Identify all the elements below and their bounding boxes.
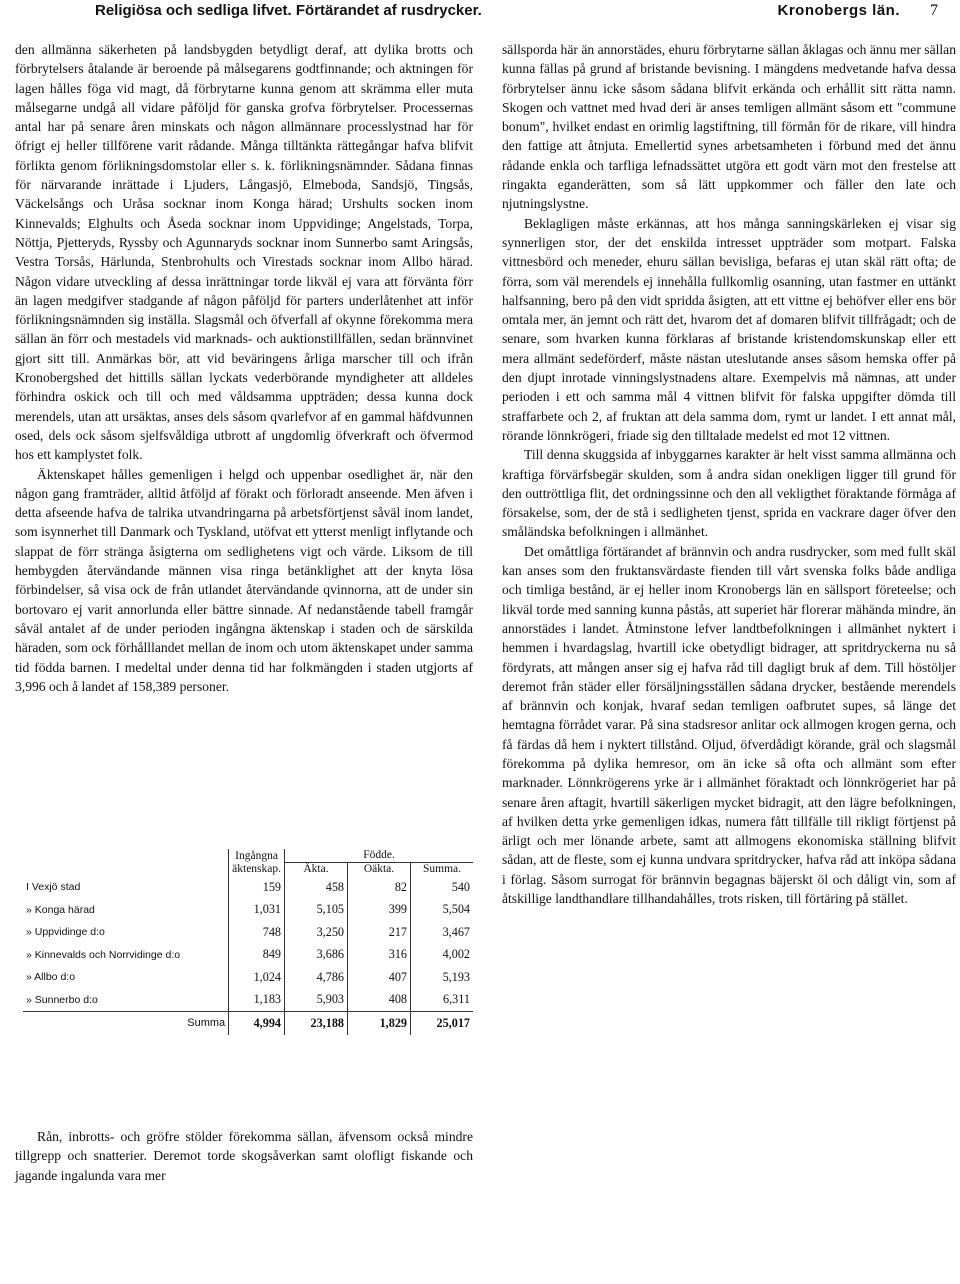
cell-akta: 5,903 [285,989,348,1012]
right-column [502,40,956,908]
paragraph-marriage: Äktenskapet hålles gemenligen i helgd och uppenbar osedlighet är, när den någon gang framträder, alltid åtföljd af förakt och förloradt anseende. Men äfven i detta afseende hafva de talrika utvandringarna på arbetsförtjenst såväl inom landet, som isynnerhet till Danmark och Tyskland, utöfvat ett ytterst menligt inflytande och slappat de förr stränga åsigterna om sedlighetens vigt och värde. Liksom de till hembygden återvändande männen visa ringa betänklighet att der knyta lösa förbindelser, så visa ock de från utlandet återvändande qvinnorna, att de under sin bortovaro ej varit annorlunda eller bättre sinnade. Af nedanstående tabell framgår såväl antalet af de under perioden ingångna äktenskap i staden och de särskilda häraden, som ock förhålllandet mellan de inom och utom äktenskapet under samma tid födda barnen. I medeltal under denna tid har folkmängden i staden utgjorts af 3,996 och å landet af 158,389 personer. [15,466,473,694]
paragraph-forest: sällsporda här än annorstädes, ehuru förbrytarne sällan åklagas och ännu mer sällan kunna fällas på grund af bristande bevisning. I mängdens medvetande hafva dessa förbrytelser ännu icke såsom sådana blifvit erkända och erhållit sitt rätta namn. Skogen och vattnet med hvad deri är anses temligen allmänt såsom ett "commune bonum", hvilket endast en orimlig lagstiftning, till förmån för de rikare, vill hindra den fattige att åtnjuta. Emellertid synes arbetsamheten i förbund med det ännu rådande enkla och tarfliga lefnadssättet utgöra ett godt värn mot den frestelse att ringakta eganderätten, som så lätt uppkommer och fäller den late och njutningslystne. [502,42,956,212]
table-sum-row [23,1012,473,1035]
cell-summa: 540 [411,876,474,899]
table-row [23,876,473,899]
cell-oakta: 82 [348,876,411,899]
cell-akta: 5,105 [285,899,348,922]
row-label: » Uppvidinge d:o [26,926,105,939]
cell-oakta: 407 [348,966,411,989]
cell-akta: 3,250 [285,921,348,944]
row-label: » Allbo d:o [26,971,76,984]
header-fodde: Födde. [285,849,474,863]
cell-oakta: 217 [348,921,411,944]
paragraph-truth: Beklagligen måste erkännas, att hos många sanningskärleken ej visar sig synnerligen stor, der det enskilda intresset uppträder som motpart. Falska vittnesbörd och meneder, ehuru sällan bevisliga, befaras ej utan skäl rätt ofta; de förra, som väl merendels ej innehålla fullkomlig osanning, utan fastmer en uttänkt halfsanning, bero på den vidt spridda åsigten, att ett vittne ej behöfver eller ens bör omtala mer, än jemnt och rätt det, hvarom det af domaren blifvit tillfrågadt; och de senare, som hvarken kunna förklaras af bristande kristendomskunskap eller ett mera allmänt sedeförderf, måste nästan uteslutande anses såsom hemska offer på den djupt inrotade vinningslystnadens altare. Exempelvis må nämnas, att under perioden i ett och samma mål 4 vittnen blifvit för falska uppgifter dömda till straffarbete och 2, af fruktan att dela samma dom, rymt ur landet. I ett annat mål, rörande lönnkrögeri, friade sig den tilltalade medelst ed mot 12 vittnen. [502,215,956,443]
cell-oakta: 408 [348,989,411,1012]
left-column [15,40,473,696]
cell-akta: 3,686 [285,944,348,967]
page-header [95,2,938,24]
paragraph-character: Till denna skuggsida af inbyggarnes karakter är helt visst samma allmänna och kraftiga förvärfsbegär skulden, som å andra sidan onekligen ligger till grund för den outtröttliga flit, det ordningssinne och den all vekligthet föraktande förmåga af försakelse, som, der de stå i sedligheten tjenst, sprida en vackrare dager öfver den småländska befolkningen i allmänhet. [502,447,956,540]
sum-akta: 23,188 [285,1012,348,1035]
cell-summa: 5,504 [411,899,474,922]
cell-ingangna: 748 [229,921,285,944]
cell-ingangna: 1,031 [229,899,285,922]
table-row [23,944,473,967]
county-title: Kronobergs län. [777,2,900,19]
row-label: I Vexjö stad [26,881,81,894]
cell-akta: 458 [285,876,348,899]
row-label: » Konga härad [26,903,95,916]
running-title: Religiösa och sedliga lifvet. Förtärandet af rusdrycker. [95,2,482,19]
cell-ingangna: 1,024 [229,966,285,989]
paragraph-theft: Rån, inbrotts- och gröfre stölder förekomma sällan, äfvensom också mindre tillgrepp och snatterier. Deremot torde skogsåverkan samt olofligt fiskande och jagande ingalunda vara mer [15,1129,473,1183]
header-oakta: Oäkta. [348,863,411,877]
page-number: 7 [930,2,938,19]
table-corner [23,849,229,876]
header-akta: Äkta. [285,863,348,877]
cell-oakta: 316 [348,944,411,967]
header-ingangna: Ingångna äktenskap. [229,849,285,876]
paragraph-alcohol: Det omåttliga förtärandet af brännvin och andra rusdrycker, som med fullt skäl kan anses som den fruktansvärdaste fienden till vårt svenska folks både andliga och timliga bestånd, är ej heller inom Kronobergs län en sällsport företeelse; och likväl torde med sanning kunna påstås, att superiet här florerar mähända mindre, än annorstädes i landet. Åtminstone lefver landtbefolkningen i allmänhet nyktert i hemmen i hvardagslag, hvartill icke obetydligt bidrager, att spritdryckerna nu så fördyrats, att mången anser sig ej hafva råd till dagligt bruk af dem. Till höstöljer deremot från städer eller försäljningsställen sådana drycker, bestående merendels af brännvin och konjak, hvaraf sedan temligen oafbrutet supes, så länge det hemtagna förrådet varar. På sina stadsresor anlitar ock allmogen krogen gerna, och få färdas då hem i nyktert tillstånd. Oljud, öfverdådigt körande, gräl och slagsmål förekomma på dylika hemresor, om än icke så ofta och allmänt som efter marknader. Lönnkrögerens yrke är i allmänhet föraktadt och lönnkrögeriet har på senare åren aftagit, hvartill säkerligen mycket bidragit, att den lägre befolkningen, af hvilken detta yrke gemenligen idkas, numera fått tillfälle till rikligt förtjenst på ärligt och mer lönande arbete, samt att allmogens ekonomiska ställning blifvit sådan, att de fleste, som ej kunna undvara spritdrycker, hafva råd att inköpa sådana i förlag. Såsom surrogat för brännvin begagnas bäjerskt öl och dåligt vin, som af åtskillige landthandlare tillhandahålles, trots risken, till förtäring på stället. [502,543,956,907]
sum-summa: 25,017 [411,1012,474,1035]
after-table-text [15,1127,473,1185]
marriage-birth-table [23,849,473,1035]
sum-ingangna: 4,994 [229,1012,285,1035]
sum-label: Summa [23,1012,229,1035]
cell-akta: 4,786 [285,966,348,989]
cell-summa: 6,311 [411,989,474,1012]
table-row [23,899,473,922]
row-label: » Sunnerbo d:o [26,993,98,1006]
row-label: » Kinnevalds och Norrvidinge d:o [26,948,181,961]
cell-ingangna: 1,183 [229,989,285,1012]
cell-summa: 5,193 [411,966,474,989]
paragraph-crime: den allmänna säkerheten på landsbygden betydligt deraf, att dylika brotts och förbrytelsers åtalande är beroende på målsegarens godtfinnande; och aktningen för lagen hålles föga vid magt, då förbrytarne kunna genom att skrämma eller muta målsegarne undgå all vidare påföljd för ganska grofva förbrytelser. Processernas antal har på senare åren minskats och någon allmännare processlystnad har för öfrigt ej heller tillförene varit rådande. Många tilltänkta rättegångar hafva blifvit förlikta genom förlikningsdomstolar eller s. k. förlikningsnämnder. Sådana finnas för närvarande inrättade i Ljuders, Långasjö, Elmeboda, Sandsjö, Tingsås, Väckelsångs och Uråsa socknar inom Konga härad; Urshults socken inom Kinnevalds; Elghults och Åseda socknar inom Uppvidinge; Angelstads, Torpa, Nöttja, Pjetteryds, Ryssby och Agunnaryds socknar inom Sunnerbo samt Aringsås, Vestra Torsås, Härlunda, Stenbrohults och Virestads socknar inom Allbo härad. Någon vidare utveckling af dessa inrättningar torde likväl ej vara att förvänta förr än lagen medgifver stadgande af någon påföljd för parters underlåtenhet att inför förlikningsnämnden sig inställa. Slagsmål och öfverfall af okynne förekomma mera sällan än förr och mestadels vid marknads- och auktionstillfällen, sedan brännvinet gjort sitt till. Anmärkas bör, att vid beväringens årliga marscher till och ifrån Kronobergshed det hittills sällan lyckats vederbörande myndigheter att alldeles förhindra oskick och till och med våldsamma uppträden; dessa kunna dock merendels, utan att ursäktas, anses dels såsom qvarlefvor af en gammal häfdvunnen osed, dels ock såsom sjelfsvåldiga utbrott af ungdomlig öfverkraft och öfvermod hos ett kamplystet folk. [15,42,473,463]
table-row [23,966,473,989]
header-summa: Summa. [411,863,474,877]
cell-summa: 4,002 [411,944,474,967]
table-row [23,921,473,944]
cell-ingangna: 159 [229,876,285,899]
cell-oakta: 399 [348,899,411,922]
table-row [23,989,473,1012]
cell-summa: 3,467 [411,921,474,944]
sum-oakta: 1,829 [348,1012,411,1035]
cell-ingangna: 849 [229,944,285,967]
